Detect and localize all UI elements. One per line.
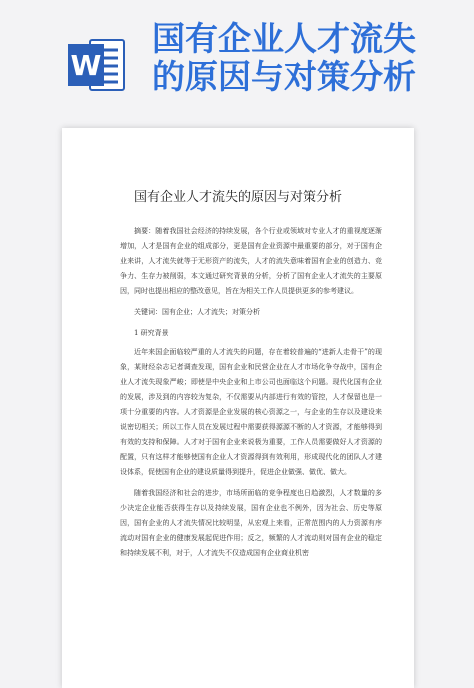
banner-title (152, 20, 416, 96)
word-logo-letter: W (70, 49, 102, 82)
document-title: 国有企业人才流失的原因与对策分析 (133, 190, 342, 205)
keywords-paragraph: 关键词：国有企业；人才流失；对策分析 (134, 308, 260, 316)
body-paragraph: 近年来国企面临较严重的人才流失的问题，存在着较普遍的“进新人走骨干”的现象，某财经杂志记者调查发现，国有企业和民营企业在人才市场化争夺战中，国有企业人才流失现象严峻；即使是中央企业和上市公司也面临这个问题。现代化国有企业的发展，涉及到的内容较为复杂，不仅需要从内部进行有效的管控，人才保留也是一项十分重要的内容。人才资源是企业发展的核心资源之一，与企业的生存以及建设来说密切相关；所以工作人员在发展过程中需要获得源源不断的人才资源，才能够得到有效的支持和保障。人才对于国有企业来说极为重要，工作人员需要做好人才资源的配置，只有这样才能够使国有企业人才资源得到有效利用，形成现代化的团队人才建设体系，促使国有企业的建设质量得到提升，促进企业做强、做优、做大。 (120, 348, 382, 476)
section-heading: 1 研究背景 (134, 329, 169, 337)
document-body (120, 224, 382, 565)
banner (0, 0, 474, 118)
banner-title-line1: 国有企业人才流失 (152, 19, 416, 58)
banner-title-line2: 的原因与对策分析 (152, 57, 416, 96)
word-icon (66, 34, 128, 96)
document-page (62, 128, 414, 688)
body-paragraph: 随着我国经济和社会的进步，市场所面临的竞争程度也日趋激烈，人才数量的多少决定企业能否获得生存以及持续发展，国有企业也不例外，因为社会、历史等原因，国有企业的人才流失情况比较明显，从宏观上来看，正常范围内的人力资源有序流动对国有企业的健康发展起促进作用；反之，频繁的人才流动则对国有企业的稳定和持续发展不利，对于，人才流失不仅造成国有企业商业机密 (120, 489, 382, 557)
abstract-paragraph: 摘要：随着我国社会经济的持续发展，各个行业或领域对专业人才的重视度逐渐增加，人才是国有企业的组成部分，更是国有企业资源中最重要的部分，对于国有企业来讲，人才流失就等于无形资产的流失，人才的流失意味着国有企业的创造力、竞争力、生存力被削弱，本文通过研究背景的分析，分析了国有企业人才流失的主要原因，同时也提出相应的整改意见，旨在为相关工作人员提供更多的参考建议。 (120, 227, 382, 295)
